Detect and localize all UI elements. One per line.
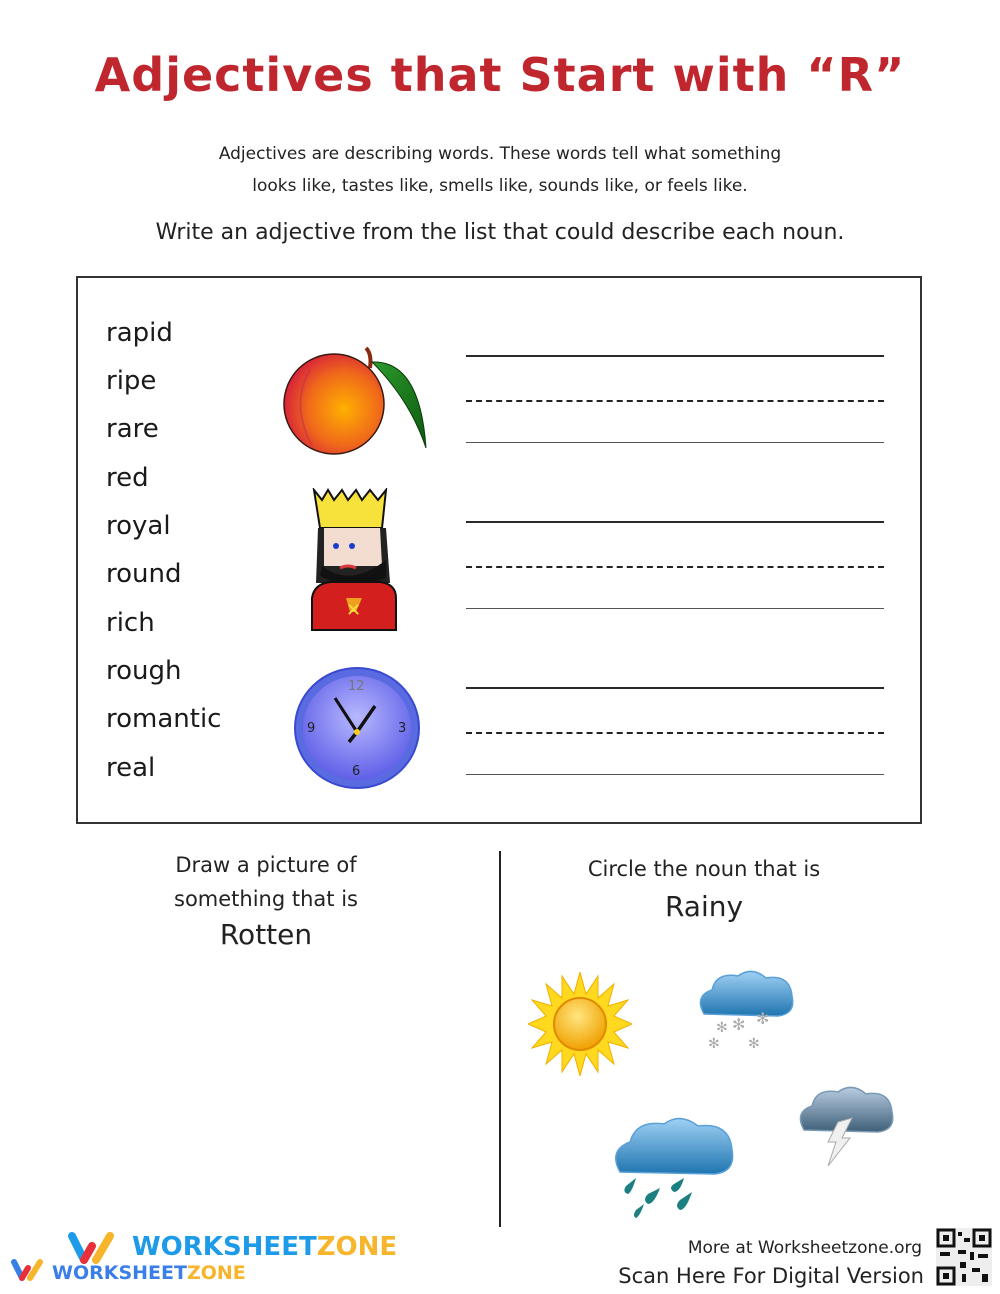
circle-target-word: Rainy — [664, 890, 744, 923]
answer-line-king-mid[interactable] — [466, 566, 884, 568]
draw-target-word: Rotten — [219, 918, 313, 951]
answer-line-clock-top[interactable] — [466, 687, 884, 689]
word-romantic: romantic — [106, 704, 222, 734]
drawing-area[interactable] — [80, 960, 480, 1220]
clock-icon — [293, 666, 423, 790]
word-ripe: ripe — [106, 366, 157, 396]
worksheetzone-logo-small-icon — [10, 1258, 46, 1282]
svg-text:6: 6 — [352, 764, 361, 779]
answer-line-clock-base[interactable] — [466, 774, 884, 775]
word-royal: royal — [106, 511, 171, 541]
word-rich: rich — [106, 608, 155, 638]
qr-code-icon[interactable] — [936, 1228, 992, 1286]
snow-cloud-icon[interactable] — [694, 966, 796, 1052]
svg-text:✻: ✻ — [716, 1020, 728, 1036]
answer-line-king-base[interactable] — [466, 608, 884, 609]
svg-text:✻: ✻ — [756, 1009, 770, 1028]
sun-icon[interactable] — [528, 972, 632, 1076]
draw-prompt-line2: something that is — [174, 887, 358, 911]
draw-prompt-line1: Draw a picture of — [175, 853, 357, 877]
circle-prompt: Circle the noun that is — [587, 857, 821, 881]
worksheetzone-logo-icon — [66, 1232, 124, 1264]
scan-text: Scan Here For Digital Version — [618, 1264, 924, 1288]
svg-text:9: 9 — [307, 721, 316, 736]
svg-text:✕: ✕ — [346, 600, 362, 621]
answer-line-clock-mid[interactable] — [466, 732, 884, 734]
answer-line-peach-mid[interactable] — [466, 400, 884, 402]
worksheetzone-logo-large[interactable]: WORKSHEETZONE — [132, 1232, 398, 1262]
more-link[interactable]: More at Worksheetzone.org — [687, 1238, 922, 1258]
answer-line-peach-base[interactable] — [466, 442, 884, 443]
answer-line-peach-top[interactable] — [466, 355, 884, 357]
peach-icon — [280, 340, 440, 455]
king-icon — [310, 488, 400, 633]
svg-text:3: 3 — [398, 721, 407, 736]
intro-text-line1: Adjectives are describing words. These words tell what something — [218, 144, 782, 164]
svg-text:12: 12 — [348, 679, 365, 694]
word-rare: rare — [106, 414, 159, 444]
word-rough: rough — [106, 656, 182, 686]
svg-text:✻: ✻ — [732, 1015, 746, 1034]
answer-line-king-top[interactable] — [466, 521, 884, 523]
svg-text:✻: ✻ — [748, 1036, 760, 1052]
intro-text-line2: looks like, tastes like, smells like, sounds like, or feels like. — [252, 176, 748, 196]
word-red: red — [106, 463, 149, 493]
draw-prompt — [130, 848, 402, 916]
rain-cloud-icon[interactable] — [608, 1112, 736, 1222]
instruction-text: Write an adjective from the list that could describe each noun. — [155, 220, 845, 245]
word-round: round — [106, 559, 182, 589]
svg-text:✻: ✻ — [708, 1036, 720, 1052]
exercise-box — [76, 276, 922, 824]
page-title: Adjectives that Start with “R” — [94, 48, 906, 102]
word-real: real — [106, 753, 156, 783]
worksheetzone-logo-small[interactable]: WORKSHEETZONE — [52, 1262, 246, 1284]
word-rapid: rapid — [106, 318, 173, 348]
storm-cloud-icon[interactable] — [794, 1082, 896, 1168]
section-divider — [499, 851, 501, 1227]
